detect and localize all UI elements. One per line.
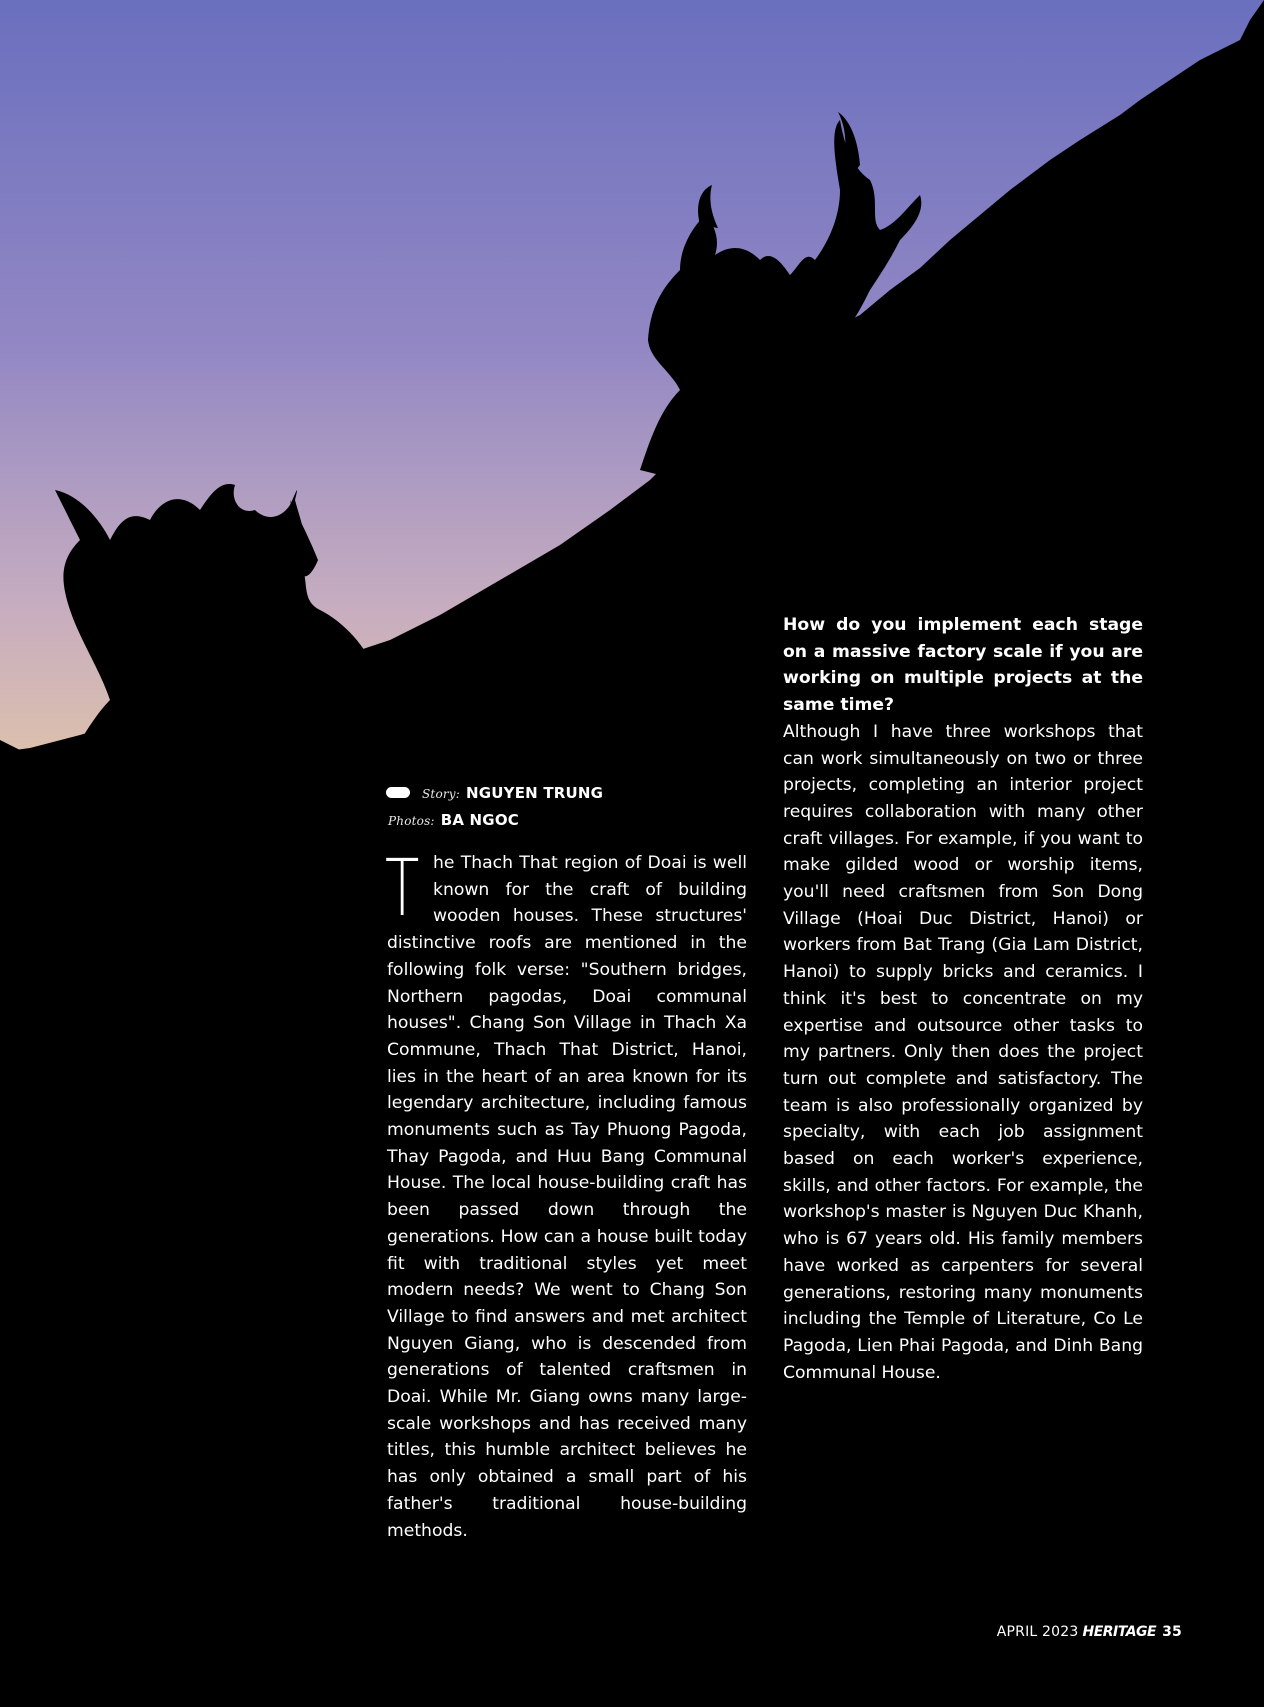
byline-story [386, 784, 603, 802]
story-author: NGUYEN TRUNG [466, 784, 604, 802]
photos-label: Photos: [388, 814, 435, 828]
interview-column [783, 612, 1143, 1386]
byline-photos [388, 811, 519, 829]
interview-answer: Although I have three workshops that can work simultaneously on two or three projects, completing an interior project requires collaboration with many other craft villages. For example, if you want to make gilded wood or worship items, you'll need craftsmen from Son Dong Village (Hoai Duc District, Hanoi) or workers from Bat Trang (Gia Lam District, Hanoi) to supply bricks and ceramics. I think it's best to concentrate on my expertise and outsource other tasks to my partners. Only then does the project turn out complete and satisfactory. The team is also professionally organized by specialty, with each job assignment based on each worker's experience, skills, and other factors. For example, the workshop's master is Nguyen Duc Khanh, who is 67 years old. His family members have worked as carpenters for several generations, restoring many monuments including the Temple of Literature, Co Le Pagoda, Lien Phai Pagoda, and Dinh Bang Communal House. [783, 721, 1143, 1383]
photos-author: BA NGOC [440, 811, 519, 829]
story-label: Story: [422, 787, 461, 801]
page-footer [997, 1624, 1182, 1640]
page-number: 35 [1162, 1624, 1182, 1640]
issue-date: APRIL 2023 [996, 1624, 1079, 1640]
article-intro-text: he Thach That region of Doai is well known for the craft of building wooden houses. These structures' distinctive roofs are mentioned in the following folk verse: "Southern bridges, Northern pagodas, Doai communal houses". Chang Son Village in Thach Xa Commune, Thach That District, Hanoi, lies in the heart of an area known for its legendary architecture, including famous monuments such as Tay Phuong Pagoda, Thay Pagoda, and Huu Bang Communal House. The local house-building craft has been passed down through the generations. How can a house built today fit with traditional styles yet meet modern needs? We went to Chang Son Village to find answers and met architect Nguyen Giang, who is descended from generations of talented craftsmen in Doai. While Mr. Giang owns many large-scale workshops and has received many titles, this humble architect believes he has only obtained a small part of his father's traditional house-building methods. [387, 853, 747, 1541]
magazine-name: HERITAGE [1082, 1624, 1157, 1640]
article-intro-column [385, 844, 747, 1544]
drop-cap: T [385, 844, 420, 934]
byline-pill-icon [386, 787, 410, 798]
interview-question: How do you implement each stage on a massive factory scale if you are working on multiple projects at the same time? [783, 615, 1143, 716]
